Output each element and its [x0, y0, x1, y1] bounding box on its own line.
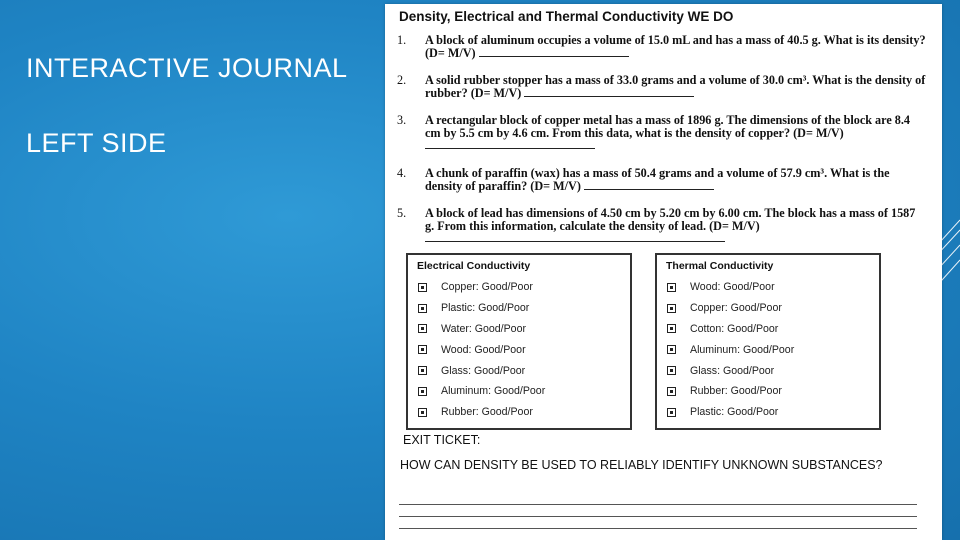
list-item[interactable] — [667, 402, 794, 423]
question-5 — [397, 207, 927, 245]
list-item[interactable] — [667, 381, 794, 402]
worksheet-title: Density, Electrical and Thermal Conductivity WE DO — [399, 9, 734, 24]
list-item[interactable] — [418, 277, 545, 298]
checkbox-icon[interactable] — [418, 408, 427, 417]
list-item[interactable] — [418, 339, 545, 360]
question-number: 3. — [397, 113, 407, 127]
answer-line[interactable] — [399, 504, 917, 505]
list-item[interactable] — [667, 319, 794, 340]
item-label: Cotton: Good/Poor — [690, 322, 779, 335]
question-4 — [397, 167, 927, 192]
slide-subtitle: LEFT SIDE — [26, 128, 167, 158]
item-label: Glass: Good/Poor — [441, 364, 526, 377]
question-number: 1. — [397, 33, 407, 47]
checkbox-icon[interactable] — [418, 345, 427, 354]
question-1 — [397, 34, 927, 59]
item-label: Wood: Good/Poor — [441, 343, 526, 356]
item-label: Copper: Good/Poor — [441, 281, 533, 294]
answer-blank[interactable] — [584, 180, 714, 190]
checkbox-icon[interactable] — [418, 324, 427, 333]
item-label: Aluminum: Good/Poor — [441, 385, 546, 398]
checkbox-icon[interactable] — [418, 387, 427, 396]
answer-line[interactable] — [399, 528, 917, 529]
electrical-conductivity-box — [406, 253, 632, 430]
question-text: A block of lead has dimensions of 4.50 cm by 5.20 cm by 6.00 cm. The block has a mass of 1587 g. From this information, calculate the density of lead. (D= M/V) — [425, 206, 916, 233]
checkbox-icon[interactable] — [418, 366, 427, 375]
checkbox-icon[interactable] — [667, 387, 676, 396]
answer-blank[interactable] — [425, 232, 725, 242]
list-item[interactable] — [667, 277, 794, 298]
answer-blank[interactable] — [425, 139, 595, 149]
list-item[interactable] — [418, 360, 545, 381]
item-label: Plastic: Good/Poor — [441, 302, 530, 315]
electrical-conductivity-heading: Electrical Conductivity — [417, 260, 531, 272]
list-item[interactable] — [418, 381, 545, 402]
checkbox-icon[interactable] — [667, 324, 676, 333]
question-text: A chunk of paraffin (wax) has a mass of 50.4 grams and a volume of 57.9 cm³. What is the density of paraffin? (D= M/V) — [425, 166, 890, 193]
checkbox-icon[interactable] — [418, 304, 427, 313]
checkbox-icon[interactable] — [418, 283, 427, 292]
answer-blank[interactable] — [524, 87, 694, 97]
exit-ticket-label: EXIT TICKET: — [403, 433, 481, 447]
thermal-conductivity-box — [655, 253, 881, 430]
list-item[interactable] — [418, 319, 545, 340]
item-label: Plastic: Good/Poor — [690, 406, 779, 419]
item-label: Wood: Good/Poor — [690, 281, 775, 294]
question-3 — [397, 114, 927, 152]
item-label: Rubber: Good/Poor — [690, 385, 782, 398]
slide-title: INTERACTIVE JOURNAL — [26, 53, 348, 83]
item-label: Aluminum: Good/Poor — [690, 343, 795, 356]
worksheet — [385, 4, 942, 540]
question-2 — [397, 74, 927, 99]
question-number: 2. — [397, 73, 407, 87]
list-item[interactable] — [667, 298, 794, 319]
question-text: A solid rubber stopper has a mass of 33.0 grams and a volume of 30.0 cm³. What is the density of rubber? (D= M/V) — [425, 73, 926, 100]
list-item[interactable] — [667, 339, 794, 360]
answer-line[interactable] — [399, 516, 917, 517]
list-item[interactable] — [418, 298, 545, 319]
checkbox-icon[interactable] — [667, 366, 676, 375]
thermal-conductivity-heading: Thermal Conductivity — [666, 260, 774, 272]
checkbox-icon[interactable] — [667, 345, 676, 354]
list-item[interactable] — [667, 360, 794, 381]
checkbox-icon[interactable] — [667, 408, 676, 417]
checkbox-icon[interactable] — [667, 304, 676, 313]
checkbox-icon[interactable] — [667, 283, 676, 292]
question-number: 5. — [397, 206, 407, 220]
answer-blank[interactable] — [479, 47, 629, 57]
exit-ticket-question: HOW CAN DENSITY BE USED TO RELIABLY IDENTIFY UNKNOWN SUBSTANCES? — [400, 458, 883, 472]
item-label: Glass: Good/Poor — [690, 364, 775, 377]
question-text: A rectangular block of copper metal has a mass of 1896 g. The dimensions of the block are 8.4 cm by 5.5 cm by 4.6 cm. From this data, what is the density of copper? (D= M/V) — [425, 113, 911, 140]
item-label: Copper: Good/Poor — [690, 302, 782, 315]
item-label: Water: Good/Poor — [441, 322, 526, 335]
list-item[interactable] — [418, 402, 545, 423]
item-label: Rubber: Good/Poor — [441, 406, 533, 419]
question-text: A block of aluminum occupies a volume of 15.0 mL and has a mass of 40.5 g. What is its density? (D= M/V) — [425, 33, 926, 60]
question-number: 4. — [397, 166, 407, 180]
